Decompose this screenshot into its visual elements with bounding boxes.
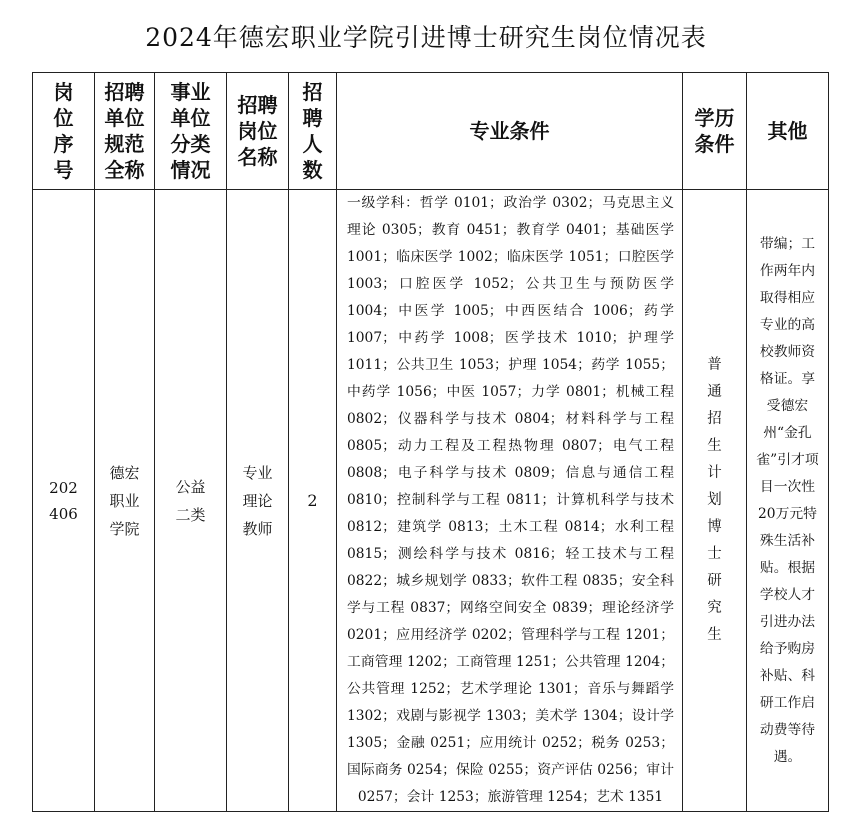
header-other: 其他 [747, 73, 829, 190]
header-major: 专业条件 [337, 73, 683, 190]
header-row [33, 73, 829, 190]
cell-post: 专业理论教师 [227, 190, 289, 812]
header-serial: 岗位序号 [33, 73, 95, 190]
cell-count: 2 [289, 190, 337, 812]
header-unit: 招聘单位规范全称 [95, 73, 155, 190]
cell-major: 一级学科：哲学 0101；政治学 0302；马克思主义理论 0305；教育 0451；教育学 0401；基础医学 1001；临床医学 1002；临床医学 1051；口腔医学 1003；口腔医学 1052；公共卫生与预防医学 1004；中医学 1005；中西医结合 1006；药学 1007；中药学 1008；医学技术 1010；护理学 1011；公共卫生 1053；护理 1054；药学 1055；中药学 1056；中医 1057；力学 0801；机械工程 0802；仪器科学与技术 0804；材料科学与工程 0805；动力工程及工程热物理 0807；电气工程 0808；电子科学与技术 0809；信息与通信工程 0810；控制科学与工程 0811；计算机科学与技术 0812；建筑学 0813；土木工程 0814；水利工程 0815；测绘科学与技术 0816；轻工技术与工程 0822；城乡规划学 0833；软件工程 0835；安全科学与工程 0837；网络空间安全 0839；理论经济学 0201；应用经济学 0202；管理科学与工程 1201；工商管理 1202；工商管理 1251；公共管理 1204；公共管理 1252；艺术学理论 1301；音乐与舞蹈学 1302；戏剧与影视学 1303；美术学 1304；设计学 1305；金融 0251；应用统计 0252；税务 0253；国际商务 0254；保险 0255；资产评估 0256；审计 0257；会计 1253；旅游管理 1254；艺术 1351 [337, 190, 683, 812]
header-category: 事业单位分类情况 [155, 73, 227, 190]
header-education: 学历条件 [683, 73, 747, 190]
cell-other: 带编；工作两年内取得相应专业的高校教师资格证。享受德宏州“金孔雀”引才项目一次性20万元特殊生活补贴。根据学校人才引进办法给予购房补贴、科研工作启动费等待遇。 [747, 190, 829, 812]
cell-unit: 德宏职业学院 [95, 190, 155, 812]
header-count: 招聘人数 [289, 73, 337, 190]
page-title: 2024年德宏职业学院引进博士研究生岗位情况表 [145, 23, 707, 52]
cell-serial: 202406 [33, 190, 95, 812]
cell-education: 普通招生计划博士研究生 [683, 190, 747, 812]
header-post: 招聘岗位名称 [227, 73, 289, 190]
post-table [32, 72, 829, 812]
cell-category: 公益二类 [155, 190, 227, 812]
table-row [33, 190, 829, 812]
